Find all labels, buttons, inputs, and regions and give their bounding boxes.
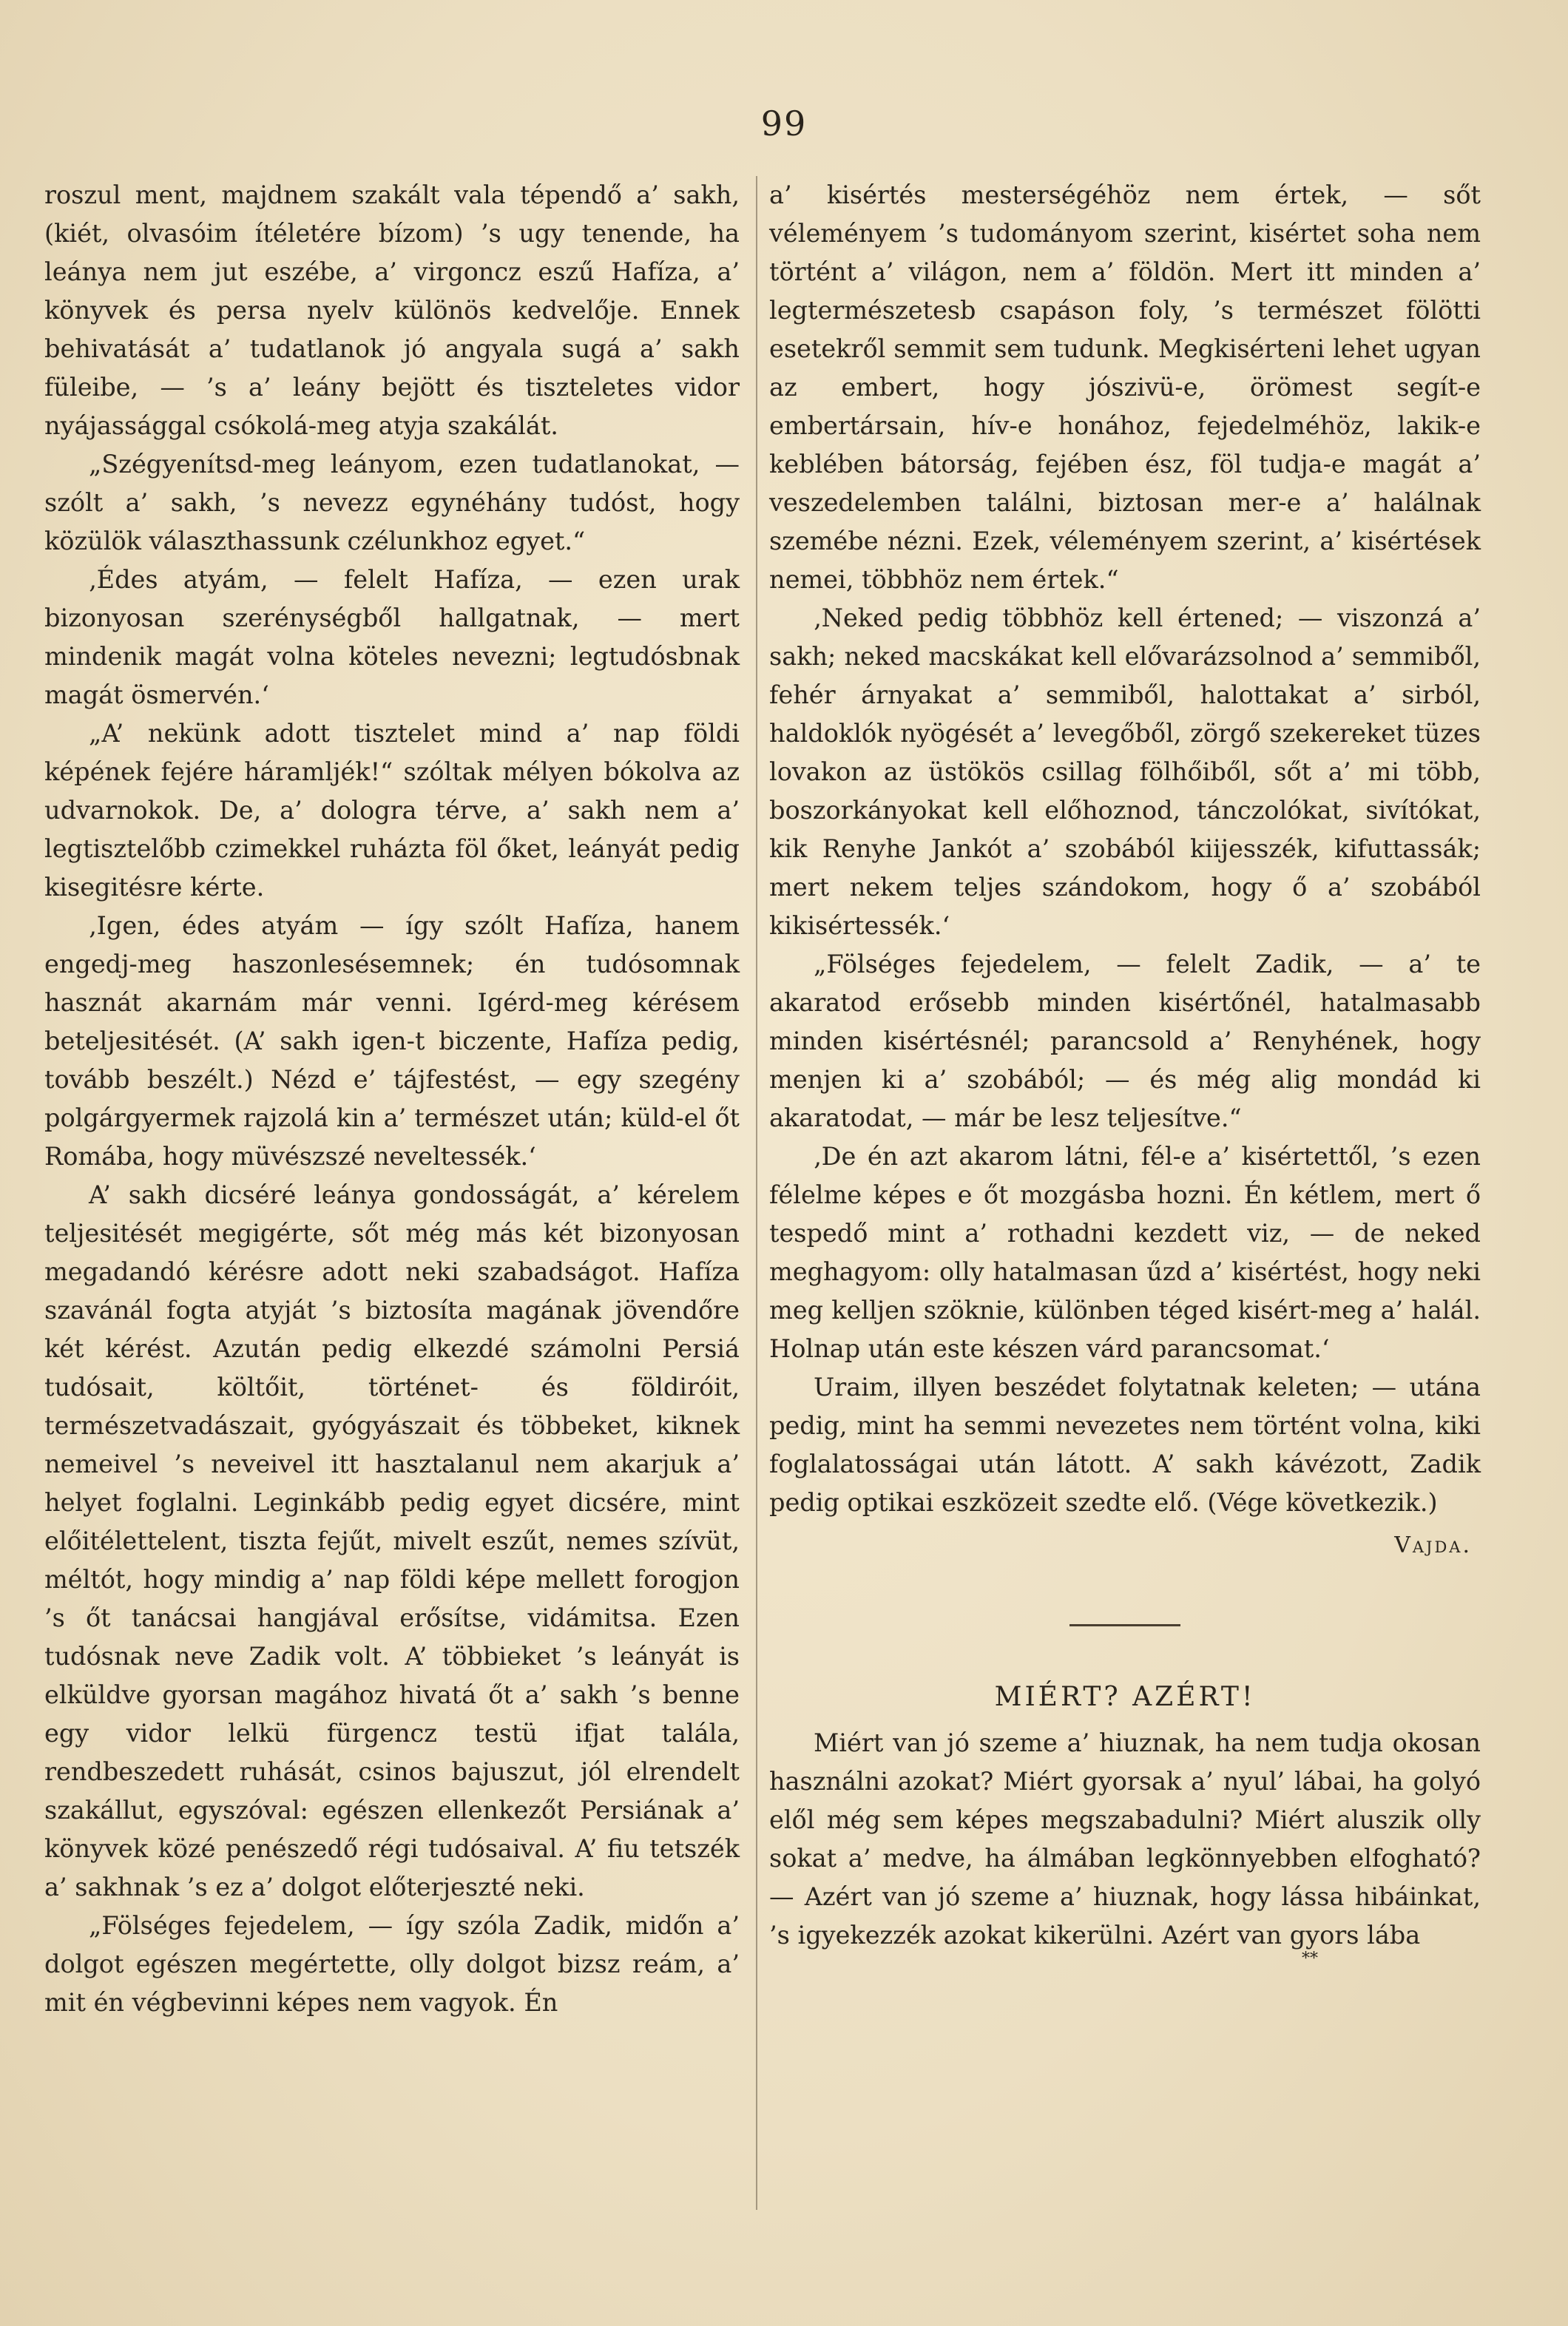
- paragraph: a’ kisértés mesterségéhöz nem értek, — sőt véleményem ’s tudományom szerint, kisértet soha nem történt a’ világon, nem a’ földön. Mert itt minden a’ legtermészetesb csapáson foly, ’s természet fölötti esetekről semmit sem tudunk. Megkisérteni lehet ugyan az embert, hogy jószivü-e, örömest segít-e embertársain, hív-e honához, fejedelméhöz, lakik-e keblében bátorság, fejében ész, föl tudja-e magát a’ veszedelemben találni, biztosan mer-e a’ halálnak szemébe nézni. Ezek, véleményem szerint, a’ kisértések nemei, többhöz nem értek.“: [769, 180, 1481, 594]
- paragraph: ‚Neked pedig többhöz kell értened; — viszonzá a’ sakh; neked macskákat kell elővarázsolnod a’ semmiből, fehér árnyakat a’ semmiből, halottakat a’ sirból, haldoklók nyögését a’ levegőből, zörgő szekereket tüzes lovakon az üstökös csillag fölhőiből, sőt a’ mi több, boszorkányokat kell előhoznod, tánczolókat, sivítókat, kik Renyhe Jankót a’ szobából kiijesszék, kifuttassák; mert nekem teljes szándokom, hogy ő a’ szobából kikisértessék.‘: [769, 604, 1481, 940]
- left-column: [44, 176, 740, 2022]
- right-column: [769, 176, 1481, 1968]
- page-number: 99: [760, 104, 808, 143]
- column-rule: [756, 176, 757, 2210]
- paragraph: ‚Igen, édes atyám — így szólt Hafíza, hanem engedj-meg haszonlesésemnek; én tudósomnak hasznát akarnám már venni. Igérd-meg kérésem beteljesitését. (A’ sakh igen-t biczente, Hafíza pedig, tovább beszélt.) Nézd e’ tájfestést, — egy szegény polgárgyermek rajzolá kin a’ természet után; küld-el őt Romába, hogy müvészszé neveltessék.‘: [44, 911, 740, 1171]
- author-signature: Vajda.: [1394, 1532, 1472, 1558]
- paragraph: „A’ nekünk adott tisztelet mind a’ nap földi képének fejére háramljék!“ szóltak mélyen bókolva az udvarnokok. De, a’ dologra térve, a’ sakh nem a’ legtisztelőbb czimekkel ruházta föl őket, leányát pedig kisegitésre kérte.: [44, 719, 740, 902]
- signature-mark: **: [1302, 1950, 1318, 1968]
- paragraph: „Fölséges fejedelem, — így szóla Zadik, midőn a’ dolgot egészen megértette, olly dolgot bizsz reám, a’ mit én végbevinni képes nem vagyok. Én: [44, 1911, 740, 2017]
- paragraph: roszul ment, majdnem szakált vala tépendő a’ sakh, (kiét, olvasóim ítéletére bízom) ’s ugy tenende, ha leánya nem jut eszébe, a’ virgoncz eszű Hafíza, a’ könyvek és persa nyelv különös kedvelője. Ennek behivatását a’ tudatlanok jó angyala sugá a’ sakh füleibe, — ’s a’ leány bejött és tiszteletes vidor nyájassággal csókolá-meg atyja szakálát.: [44, 180, 740, 440]
- paragraph: „Szégyenítsd-meg leányom, ezen tudatlanokat, — szólt a’ sakh, ’s nevezz egynéhány tudóst, hogy közülök választhassunk czélunkhoz egyet.“: [44, 450, 740, 555]
- section-title: MIÉRT? AZÉRT!: [994, 1682, 1256, 1712]
- paragraph: Uraim, illyen beszédet folytatnak keleten; — utána pedig, mint ha semmi nevezetes nem történt volna, kiki foglalatosságai után látott. A’ sakh kávézott, Zadik pedig optikai eszközeit szedte elő. (Vége következik.): [769, 1373, 1481, 1517]
- paragraph: ‚Édes atyám, — felelt Hafíza, — ezen urak bizonyosan szerénységből hallgatnak, — mert mindenik magát volna köteles nevezni; legtudósbnak magát ösmervén.‘: [44, 565, 740, 709]
- paragraph: A’ sakh dicséré leánya gondosságát, a’ kérelem teljesitését megigérte, sőt még más két bizonyosan megadandó kérésre adott neki szabadságot. Hafíza szavánál fogta atyját ’s biztosíta magának jövendőre két kérést. Azután pedig elkezdé számolni Persiá tudósait, költőit, történet- és földiróit, természetvadászait, gyógyászait és többeket, kiknek nemeivel ’s neveivel itt hasztalanul nem akarjuk a’ helyet foglalni. Leginkább pedig egyet dicsére, mint előitélettelent, tiszta fejűt, mivelt eszűt, nemes szívüt, méltót, hogy mindig a’ nap földi képe mellett forogjon ’s őt tanácsai hangjával erősítse, vidámitsa. Ezen tudósnak neve Zadik volt. A’ többieket ’s leányát is elküldve gyorsan magához hivatá őt a’ sakh ’s benne egy vidor lelkü fürgencz testü ifjat talála, rendbeszedett ruhását, csinos bajuszut, jól elrendelt szakállut, egyszóval: egészen ellenkezőt Persiának a’ könyvek közé penészedő régi tudósaival. A’ fiu tetszék a’ sakhnak ’s ez a’ dolgot előterjeszté neki.: [44, 1180, 740, 1901]
- paragraph: ‚De én azt akarom látni, fél-e a’ kisértettől, ’s ezen félelme képes e őt mozgásba hozni. Én kétlem, mert ő tespedő mint a’ rothadni kezdett viz, — de neked meghagyom: olly hatalmasan űzd a’ kisértést, hogy neki meg kelljen szöknie, különben téged kisért-meg a’ halál. Holnap után este készen várd parancsomat.‘: [769, 1142, 1481, 1363]
- paragraph: Miért van jó szeme a’ hiuznak, ha nem tudja okosan használni azokat? Miért gyorsak a’ nyul’ lábai, ha golyó elől még sem képes megszabadulni? Miért aluszik olly sokat a’ medve, ha álmában legkönnyebben elfogható? — Azért van jó szeme a’ hiuznak, hogy lássa hibáinkat, ’s igyekezzék azokat kikerülni. Azért van gyors lába: [769, 1728, 1481, 1950]
- section-divider: [1069, 1624, 1180, 1626]
- paragraph: „Fölséges fejedelem, — felelt Zadik, — a’ te akaratod erősebb minden kisértőnél, hatalmasabb minden kisértésnél; parancsold a’ Renyhének, hogy menjen ki a’ szobából; — és még alig mondád ki akaratodat, — már be lesz teljesítve.“: [769, 950, 1481, 1132]
